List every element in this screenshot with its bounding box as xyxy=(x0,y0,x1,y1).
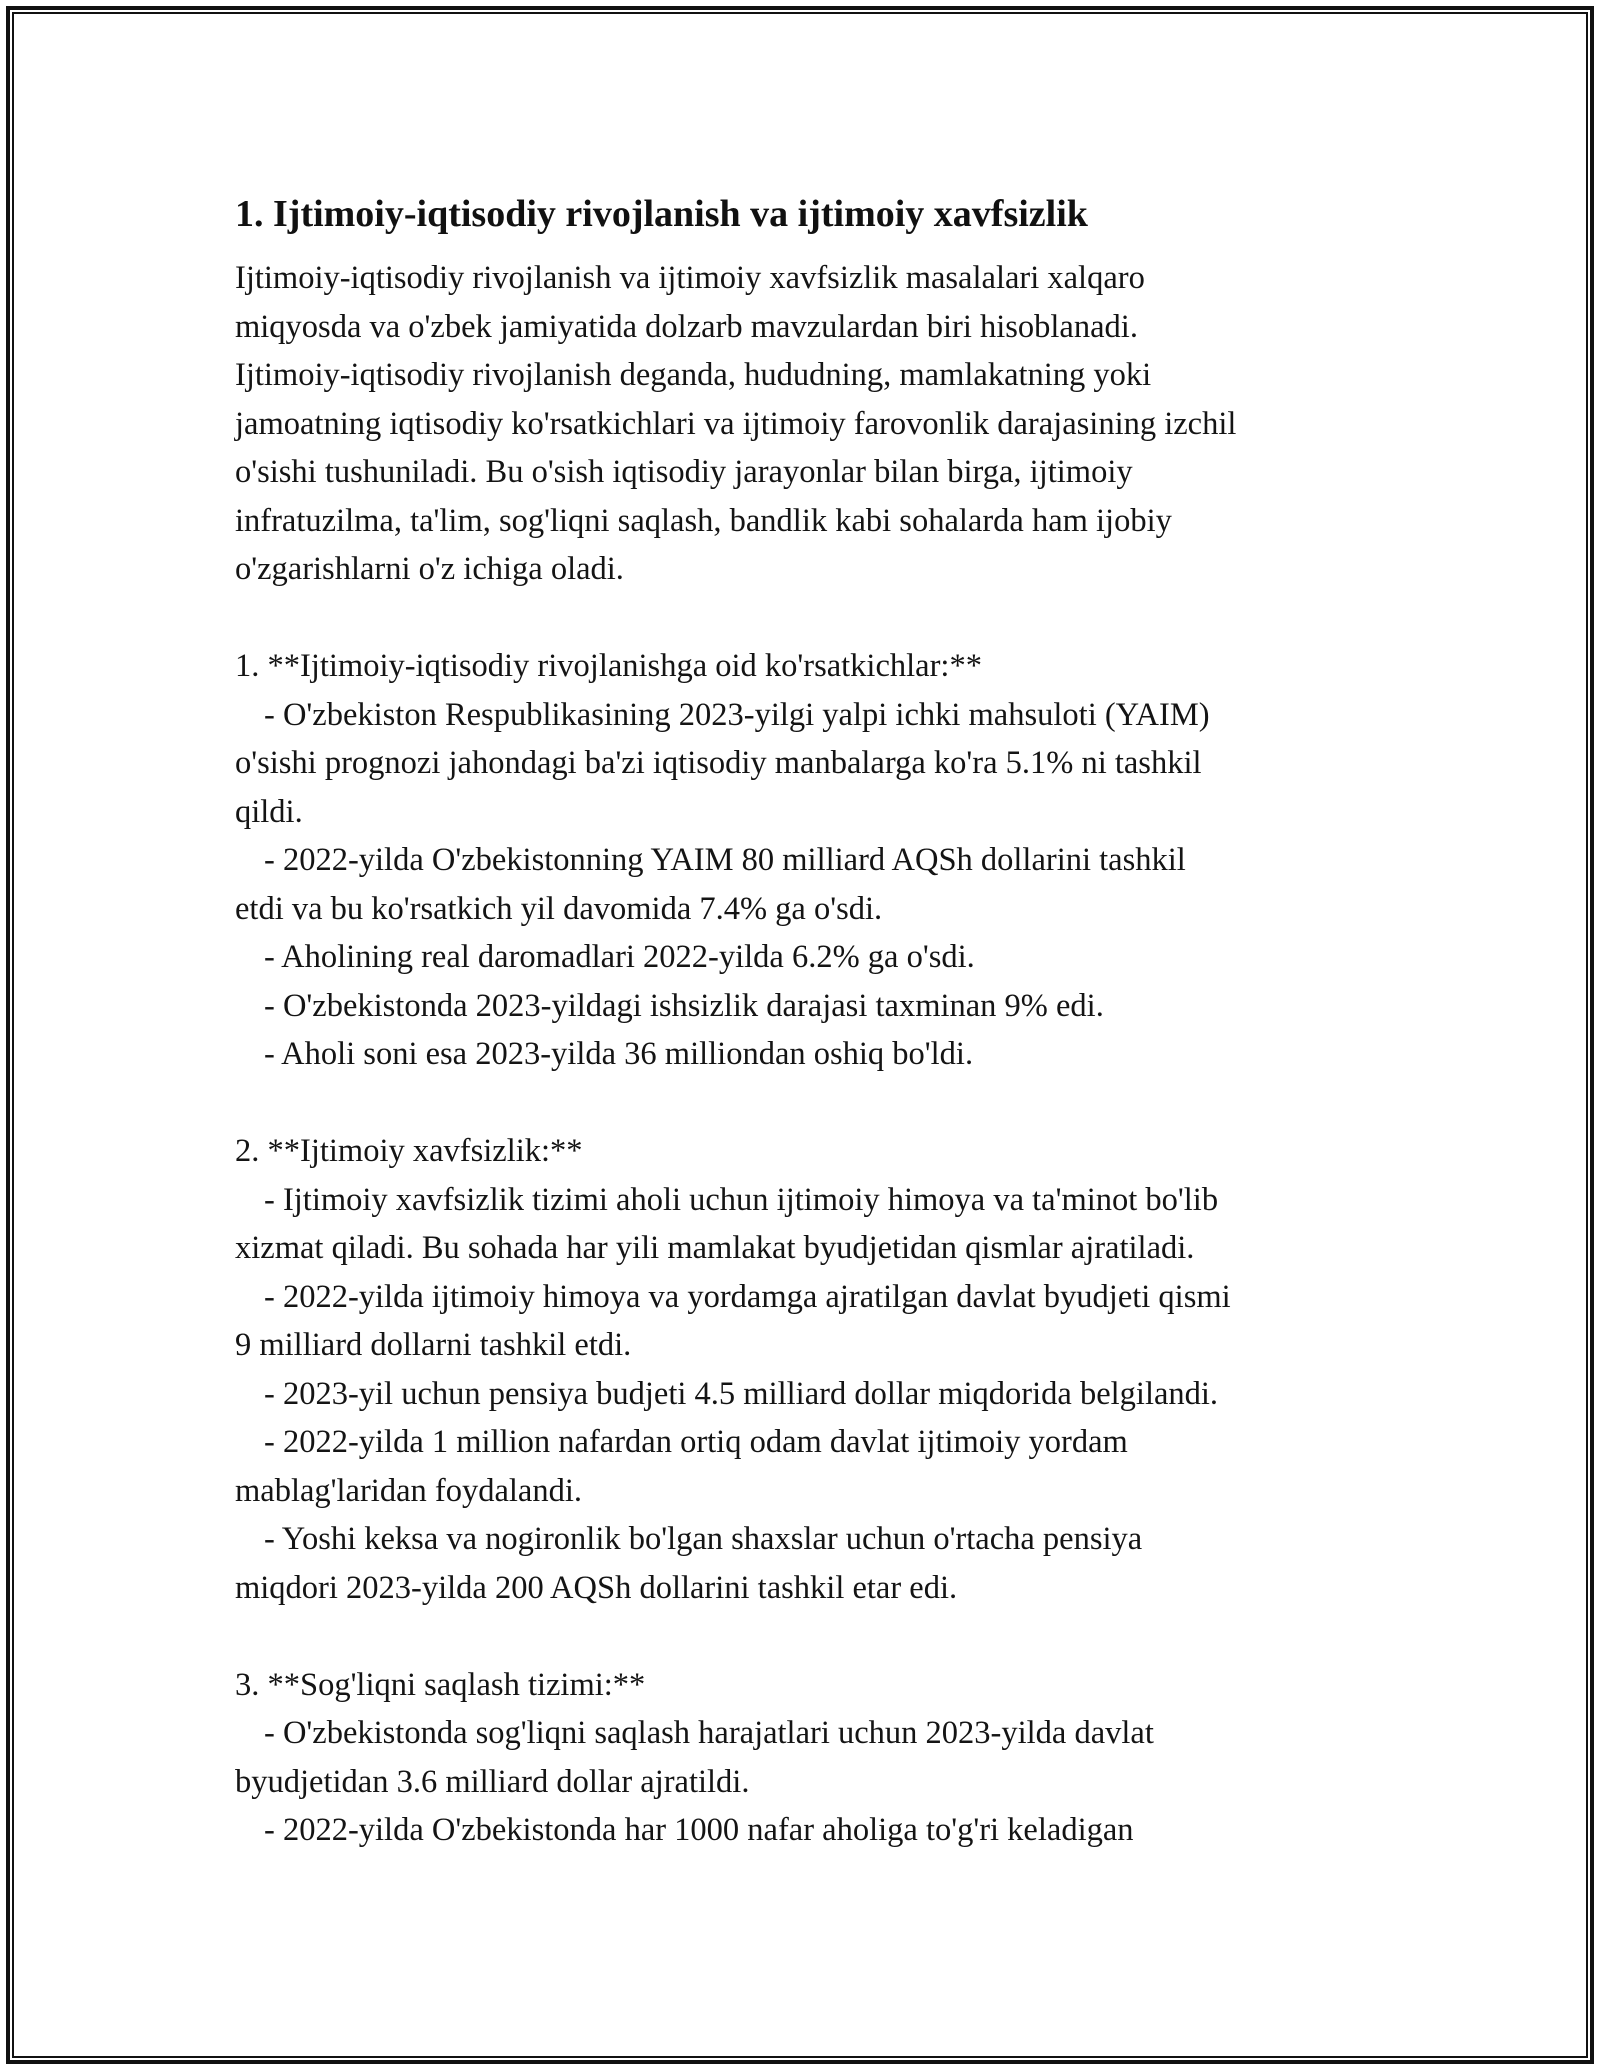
list-item-line: qildi. xyxy=(235,793,303,830)
list-item xyxy=(235,1030,1385,1079)
list-item-line: - Yoshi keksa va nogironlik bo'lgan shaxslar uchun o'rtacha pensiya xyxy=(264,1521,1143,1557)
text-line: Ijtimoiy-iqtisodiy rivojlanish va ijtimoiy xavfsizlik masalalari xalqaro xyxy=(235,260,1145,296)
list-item-line: byudjetidan 3.6 milliard dollar ajratildi. xyxy=(235,1763,750,1800)
list-item xyxy=(235,1806,1385,1855)
list-item xyxy=(235,1709,1385,1806)
list-item-line: 9 milliard dollarni tashkil etdi. xyxy=(235,1327,632,1363)
list-item-line: - Ijtimoiy xavfsizlik tizimi aholi uchun ijtimoiy himoya va ta'minot bo'lib xyxy=(264,1181,1219,1218)
list-item-line: - 2022-yilda O'zbekistonda har 1000 nafar aholiga to'g'ri keladigan xyxy=(264,1812,1134,1848)
text-line: jamoatning iqtisodiy ko'rsatkichlari va ijtimoiy farovonlik darajasining izchil xyxy=(235,405,1237,442)
list-section-title: 2. **Ijtimoiy xavfsizlik:** xyxy=(235,1133,583,1169)
list-item-line: - 2022-yilda 1 million nafardan ortiq odam davlat ijtimoiy yordam xyxy=(264,1424,1128,1460)
intro-paragraph xyxy=(235,254,1385,594)
list-item xyxy=(235,1418,1385,1515)
list-item xyxy=(235,1176,1385,1273)
section-heading: 1. Ijtimoiy-iqtisodiy rivojlanish va ijtimoiy xavfsizlik xyxy=(235,193,1088,235)
section-indicators xyxy=(235,642,1385,1079)
list-item-line: xizmat qiladi. Bu sohada har yili mamlakat byudjetidan qismlar ajratiladi. xyxy=(235,1230,1195,1266)
list-item-line: - 2023-yil uchun pensiya budjeti 4.5 milliard dollar miqdorida belgilandi. xyxy=(264,1375,1219,1412)
list-item xyxy=(235,1515,1385,1612)
list-item-line: - 2022-yilda O'zbekistonning YAIM 80 milliard AQSh dollarini tashkil xyxy=(264,842,1186,878)
text-line: o'zgarishlarni o'z ichiga oladi. xyxy=(235,551,624,587)
text-line: o'sishi tushuniladi. Bu o'sish iqtisodiy jarayonlar bilan birga, ijtimoiy xyxy=(235,454,1133,490)
list-section-title: 3. **Sog'liqni saqlash tizimi:** xyxy=(235,1666,646,1703)
list-item-line: miqdori 2023-yilda 200 AQSh dollarini tashkil etar edi. xyxy=(235,1569,958,1606)
list-item-line: - O'zbekistonda 2023-yildagi ishsizlik darajasi taxminan 9% edi. xyxy=(264,987,1104,1024)
list-item-line: mablag'laridan foydalandi. xyxy=(235,1472,582,1509)
list-item xyxy=(235,982,1385,1031)
text-line: miqyosda va o'zbek jamiyatida dolzarb mavzulardan biri hisoblanadi. xyxy=(235,308,1138,345)
section-healthcare xyxy=(235,1661,1385,1855)
list-section-title: 1. **Ijtimoiy-iqtisodiy rivojlanishga oid ko'rsatkichlar:** xyxy=(235,648,982,684)
list-item-line: - 2022-yilda ijtimoiy himoya va yordamga ajratilgan davlat byudjeti qismi xyxy=(264,1278,1231,1315)
text-line: infratuzilma, ta'lim, sog'liqni saqlash, bandlik kabi sohalarda ham ijobiy xyxy=(235,502,1172,539)
list-item-line: - O'zbekistonda sog'liqni saqlash harajatlari uchun 2023-yilda davlat xyxy=(264,1715,1154,1751)
text-line: Ijtimoiy-iqtisodiy rivojlanish deganda, hududning, mamlakatning yoki xyxy=(235,357,1152,393)
list-item-line: o'sishi prognozi jahondagi ba'zi iqtisodiy manbalarga ko'ra 5.1% ni tashkil xyxy=(235,745,1202,781)
list-item xyxy=(235,691,1385,837)
list-item xyxy=(235,933,1385,982)
document-body xyxy=(235,184,1385,1855)
list-item-line: - O'zbekiston Respublikasining 2023-yilgi yalpi ichki mahsuloti (YAIM) xyxy=(264,696,1210,733)
list-item-line: - Aholi soni esa 2023-yilda 36 milliondan oshiq bo'ldi. xyxy=(264,1036,974,1072)
list-item-line: etdi va bu ko'rsatkich yil davomida 7.4% ga o'sdi. xyxy=(235,890,883,927)
section-social-security xyxy=(235,1127,1385,1612)
list-item-line: - Aholining real daromadlari 2022-yilda 6.2% ga o'sdi. xyxy=(264,939,975,975)
list-item xyxy=(235,1273,1385,1370)
list-item xyxy=(235,836,1385,933)
list-item xyxy=(235,1370,1385,1419)
